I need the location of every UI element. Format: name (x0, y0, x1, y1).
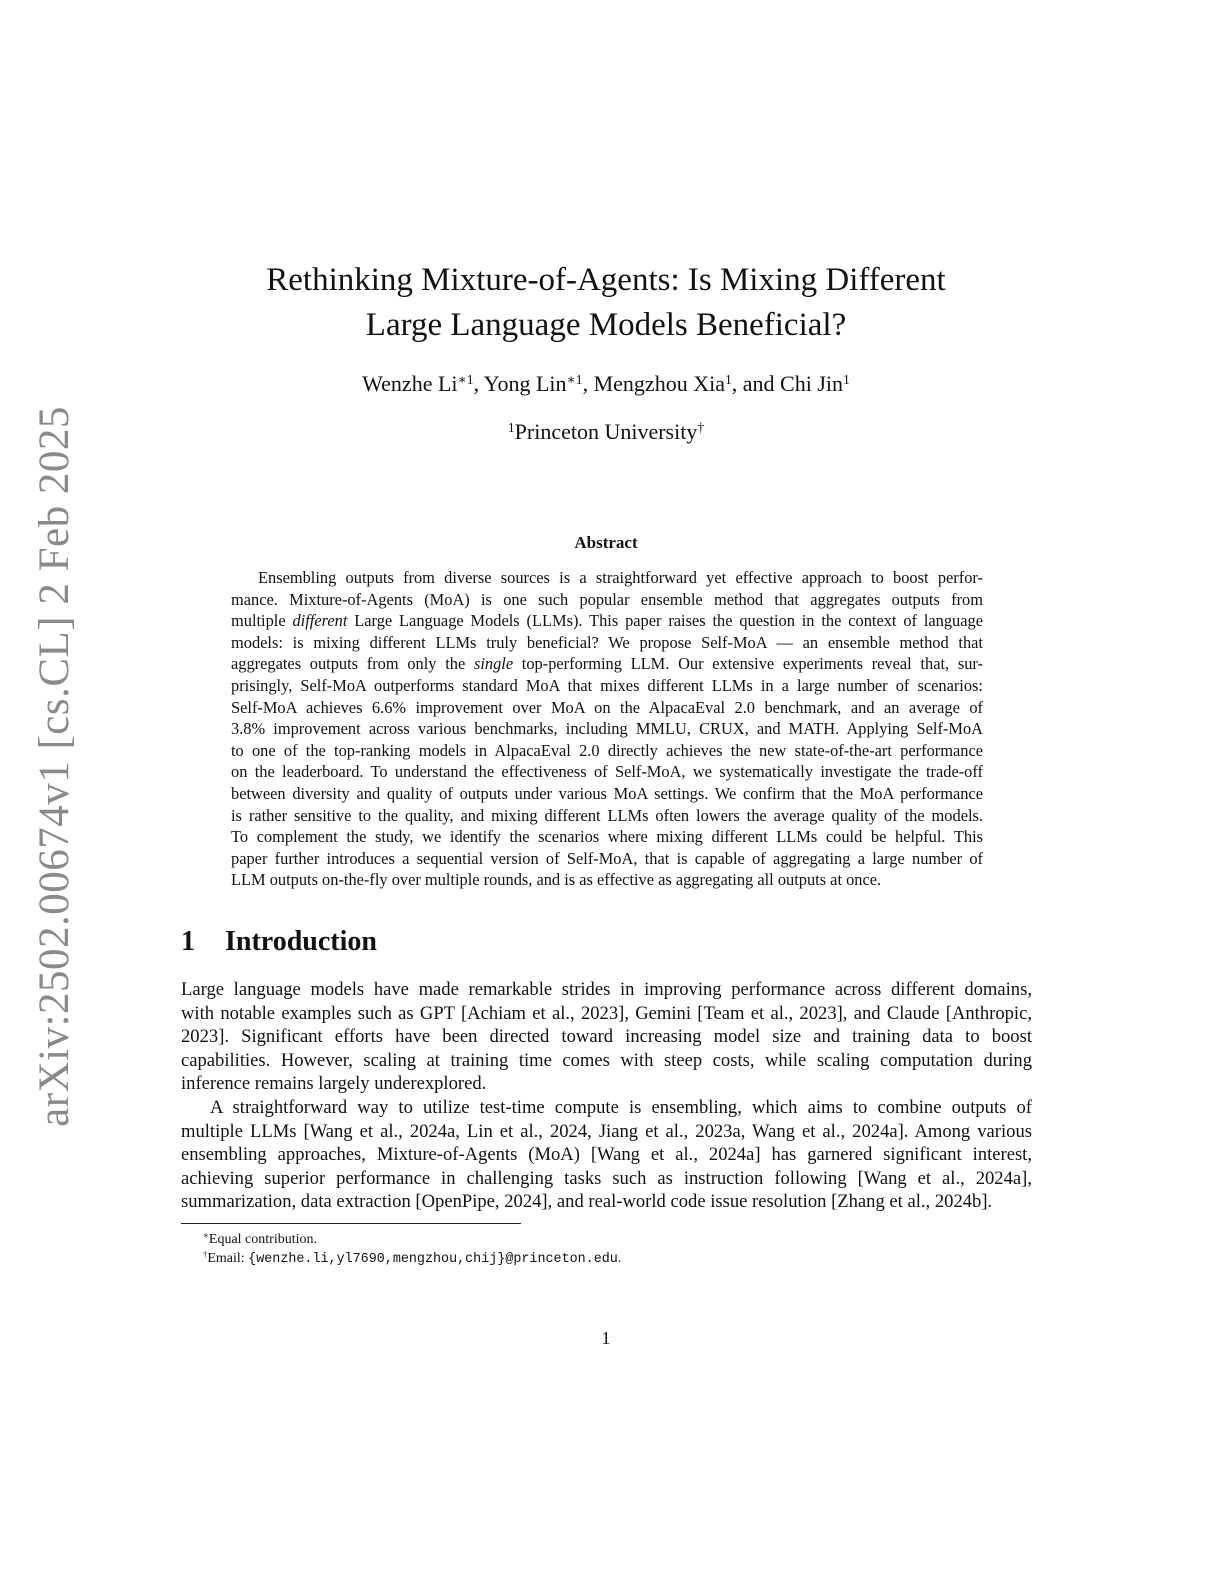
author-mark: ∗1 (566, 371, 583, 387)
email-addresses[interactable]: {wenzhe.li,yl7690,mengzhou,chij}@princeton.edu (248, 1252, 618, 1267)
author-name: Wenzhe Li (362, 371, 458, 396)
abstract-line: on the leaderboard. To understand the effectiveness of Self-MoA, we systematically investigate the trade-off (231, 762, 983, 782)
section-title: Introduction (225, 926, 377, 957)
abstract-line: Self-MoA achieves 6.6% improvement over MoA on the AlpacaEval 2.0 benchmark, and an average of (231, 697, 983, 717)
affiliation-dagger: † (697, 419, 705, 435)
footnote-mark: ∗ (203, 1230, 209, 1241)
footnote-email (203, 1249, 621, 1269)
footnotes (203, 1230, 621, 1269)
introduction-body (181, 978, 1032, 1214)
footnote-mark: † (203, 1249, 208, 1260)
abstract-line: paper further introduces a sequential version of Self-MoA, that is capable of aggregating a large number of (231, 848, 983, 868)
abstract-body (231, 567, 983, 891)
abstract-line: mance. Mixture-of-Agents (MoA) is one such popular ensemble method that aggregates outputs from (231, 589, 983, 609)
abstract-line: models: is mixing different LLMs truly beneficial? We propose Self-MoA — an ensemble method that (231, 632, 983, 652)
abstract-line: between diversity and quality of outputs under various MoA settings. We confirm that the MoA performance (231, 783, 983, 803)
footnote-email-label: Email: (207, 1251, 249, 1266)
abstract-line: LLM outputs on-the-fly over multiple rounds, and is as effective as aggregating all outputs at once. (231, 870, 882, 890)
abstract-heading: Abstract (574, 533, 638, 552)
intro-line: summarization, data extraction [OpenPipe, 2024], and real-world code issue resolution [Zhang et al., 2024b]. (181, 1191, 993, 1213)
section-number: 1 (181, 926, 195, 957)
author-separator: , (582, 371, 594, 396)
abstract-line: to one of the top-ranking models in AlpacaEval 2.0 directly achieves the new state-of-the-art performance (231, 740, 983, 760)
arxiv-identifier: arXiv:2502.00674v1 [cs.CL] 2 Feb 2025 (30, 405, 78, 1127)
author-mark: ∗1 (457, 371, 474, 387)
author-name: Chi Jin (780, 371, 844, 396)
intro-line: 2023]. Significant efforts have been directed toward increasing model size and training data to boost (181, 1026, 1032, 1048)
affiliation-name: Princeton University (514, 419, 698, 444)
abstract-line: is rather sensitive to the quality, and mixing different LLMs often lowers the average quality of the models. (231, 805, 983, 825)
intro-line: achieving superior performance in challenging tasks such as instruction following [Wang et al., 2024a], (181, 1167, 1032, 1189)
footnote-end: . (617, 1251, 622, 1266)
abstract-line: Ensembling outputs from diverse sources is a straightforward yet effective approach to boost perfor- (258, 568, 983, 587)
footnote-text: Equal contribution. (208, 1232, 317, 1247)
page-number: 1 (601, 1328, 611, 1348)
footnote-rule (181, 1223, 521, 1224)
intro-line: ensembling approaches, Mixture-of-Agents (MoA) [Wang et al., 2024a] has garnered significant interest, (181, 1144, 1032, 1166)
abstract-line: multiple different Large Language Models (LLMs). This paper raises the question in the context of language (231, 611, 983, 631)
paper-title (180, 258, 1032, 348)
author-separator: , and (731, 371, 781, 396)
author-list (180, 369, 1032, 399)
abstract-line: To complement the study, we identify the scenarios where mixing different LLMs could be helpful. This (231, 827, 983, 847)
emphasis: different (292, 611, 348, 631)
title-line-1: Rethinking Mixture-of-Agents: Is Mixing Different (266, 262, 946, 298)
affiliation-mark: 1 (507, 419, 515, 435)
intro-line: Large language models have made remarkable strides in improving performance across different domains, (181, 979, 1032, 1000)
intro-line: with notable examples such as GPT [Achiam et al., 2023], Gemini [Team et al., 2023], and Claude [Anthropic, (181, 1002, 1032, 1024)
title-line-2: Large Language Models Beneficial? (365, 307, 847, 343)
abstract-line: 3.8% improvement across various benchmarks, including MMLU, CRUX, and MATH. Applying Self-MoA (231, 719, 983, 739)
author-name: Yong Lin (483, 371, 567, 396)
author-mark: 1 (843, 371, 850, 387)
author-separator: , (473, 371, 484, 396)
arxiv-side-stamp (24, 405, 84, 1127)
intro-line: A straightforward way to utilize test-time compute is ensembling, which aims to combine outputs of (210, 1096, 1032, 1118)
footnote-equal-contribution (203, 1230, 621, 1249)
abstract-line: aggregates outputs from only the single top-performing LLM. Our extensive experiments reveal that, sur- (231, 654, 983, 674)
abstract-line: prisingly, Self-MoA outperforms standard MoA that mixes different LLMs in a large number of scenarios: (231, 675, 983, 695)
author-mark: 1 (724, 371, 732, 387)
intro-line: capabilities. However, scaling at training time comes with steep costs, while scaling computation during (181, 1049, 1032, 1071)
author-name: Mengzhou Xia (593, 371, 725, 396)
affiliation (180, 417, 1032, 447)
section-heading (181, 926, 377, 958)
emphasis: single (473, 654, 514, 674)
intro-line: multiple LLMs [Wang et al., 2024a, Lin et al., 2024, Jiang et al., 2023a, Wang et al., 2024a]. Among various (181, 1120, 1032, 1142)
intro-line: inference remains largely underexplored. (181, 1073, 487, 1095)
